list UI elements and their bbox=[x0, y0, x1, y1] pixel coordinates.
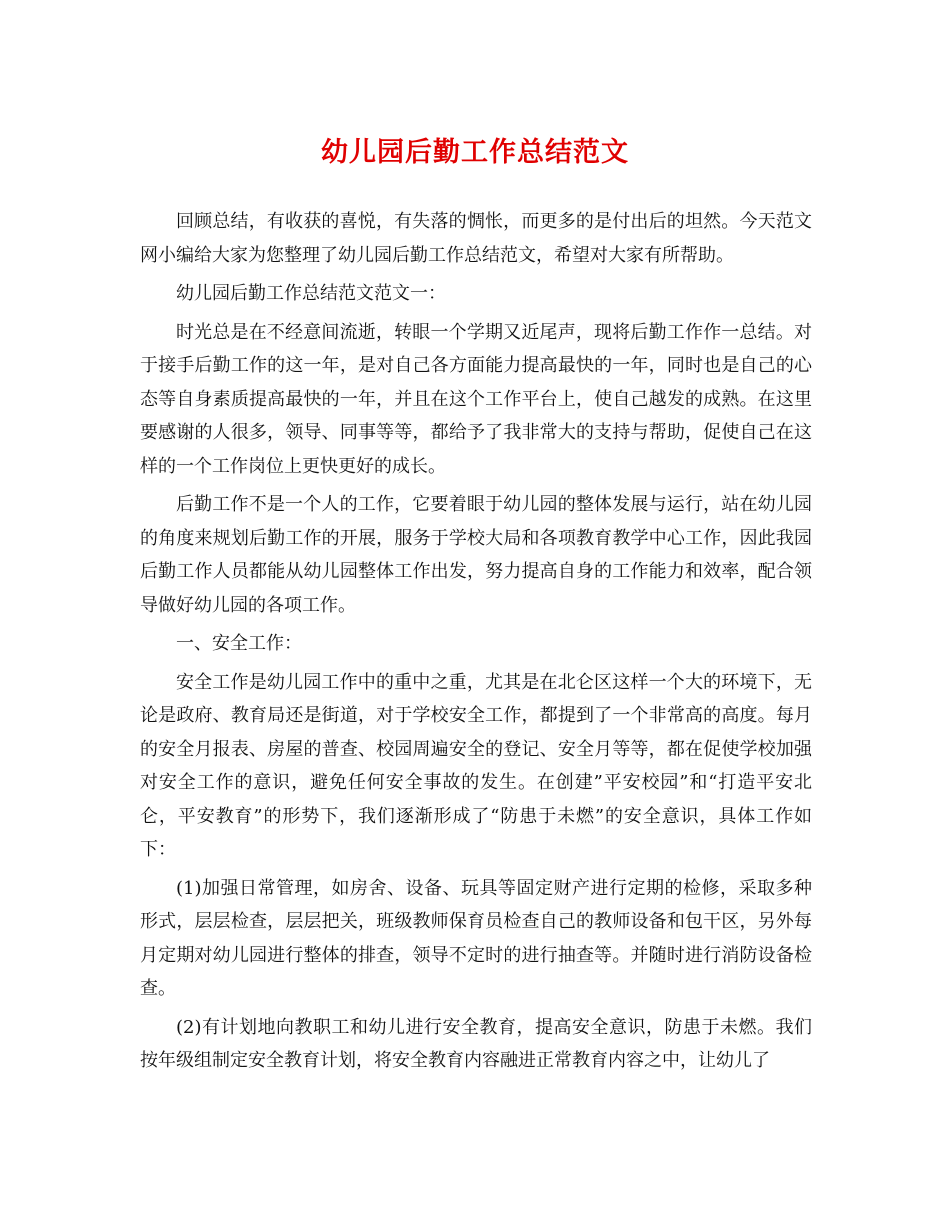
paragraph: 后勤工作不是一个人的工作，它要着眼于幼儿园的整体发展与运行，站在幼儿园的角度来规划后勤工作的开展，服务于学校大局和各项教育教学中心工作，因此我园后勤工作人员都能从幼儿园整体工作出发，努力提高自身的工作能力和效率，配合领导做好幼儿园的各项工作。 bbox=[140, 494, 812, 616]
paragraph: (2)有计划地向教职工和幼儿进行安全教育，提高安全意识，防患于未燃。我们按年级组制定安全教育计划，将安全教育内容融进正常教育内容之中，让幼儿了 bbox=[140, 1016, 812, 1071]
paragraph: 幼儿园后勤工作总结范文范文一： bbox=[176, 283, 446, 304]
paragraph: 安全工作是幼儿园工作中的重中之重，尤其是在北仑区这样一个大的环境下，无论是政府、教育局还是街道，对于学校安全工作，都提到了一个非常高的高度。每月的安全月报表、房屋的普查、校园周遍安全的登记、安全月等等，都在促使学校加强对安全工作的意识，避免任何安全事故的发生。在创建”平安校园”和“打造平安北仑，平安教育”的形势下，我们逐渐形成了“防患于未燃”的安全意识，具体工作如下： bbox=[140, 671, 812, 860]
paragraph: (1)加强日常管理，如房舍、设备、玩具等固定财产进行定期的检修，采取多种形式，层层检查，层层把关，班级教师保育员检查自己的教师设备和包干区，另外每月定期对幼儿园进行整体的排查，领导不定时的进行抽查等。并随时进行消防设备检查。 bbox=[140, 877, 812, 999]
document-body bbox=[140, 205, 812, 1083]
section-heading: 一、安全工作： bbox=[176, 633, 302, 654]
paragraph: 回顾总结，有收获的喜悦，有失落的惆怅，而更多的是付出后的坦然。今天范文网小编给大家为您整理了幼儿园后勤工作总结范文，希望对大家有所帮助。 bbox=[140, 211, 812, 266]
document-title: 幼儿园后勤工作总结范文 bbox=[321, 137, 629, 168]
paragraph: 时光总是在不经意间流逝，转眼一个学期又近尾声，现将后勤工作作一总结。对于接手后勤工作的这一年，是对自己各方面能力提高最快的一年，同时也是自己的心态等自身素质提高最快的一年，并且在这个工作平台上，使自己越发的成熟。在这里要感谢的人很多，领导、同事等等，都给予了我非常大的支持与帮助，促使自己在这样的一个工作岗位上更快更好的成长。 bbox=[140, 321, 812, 477]
